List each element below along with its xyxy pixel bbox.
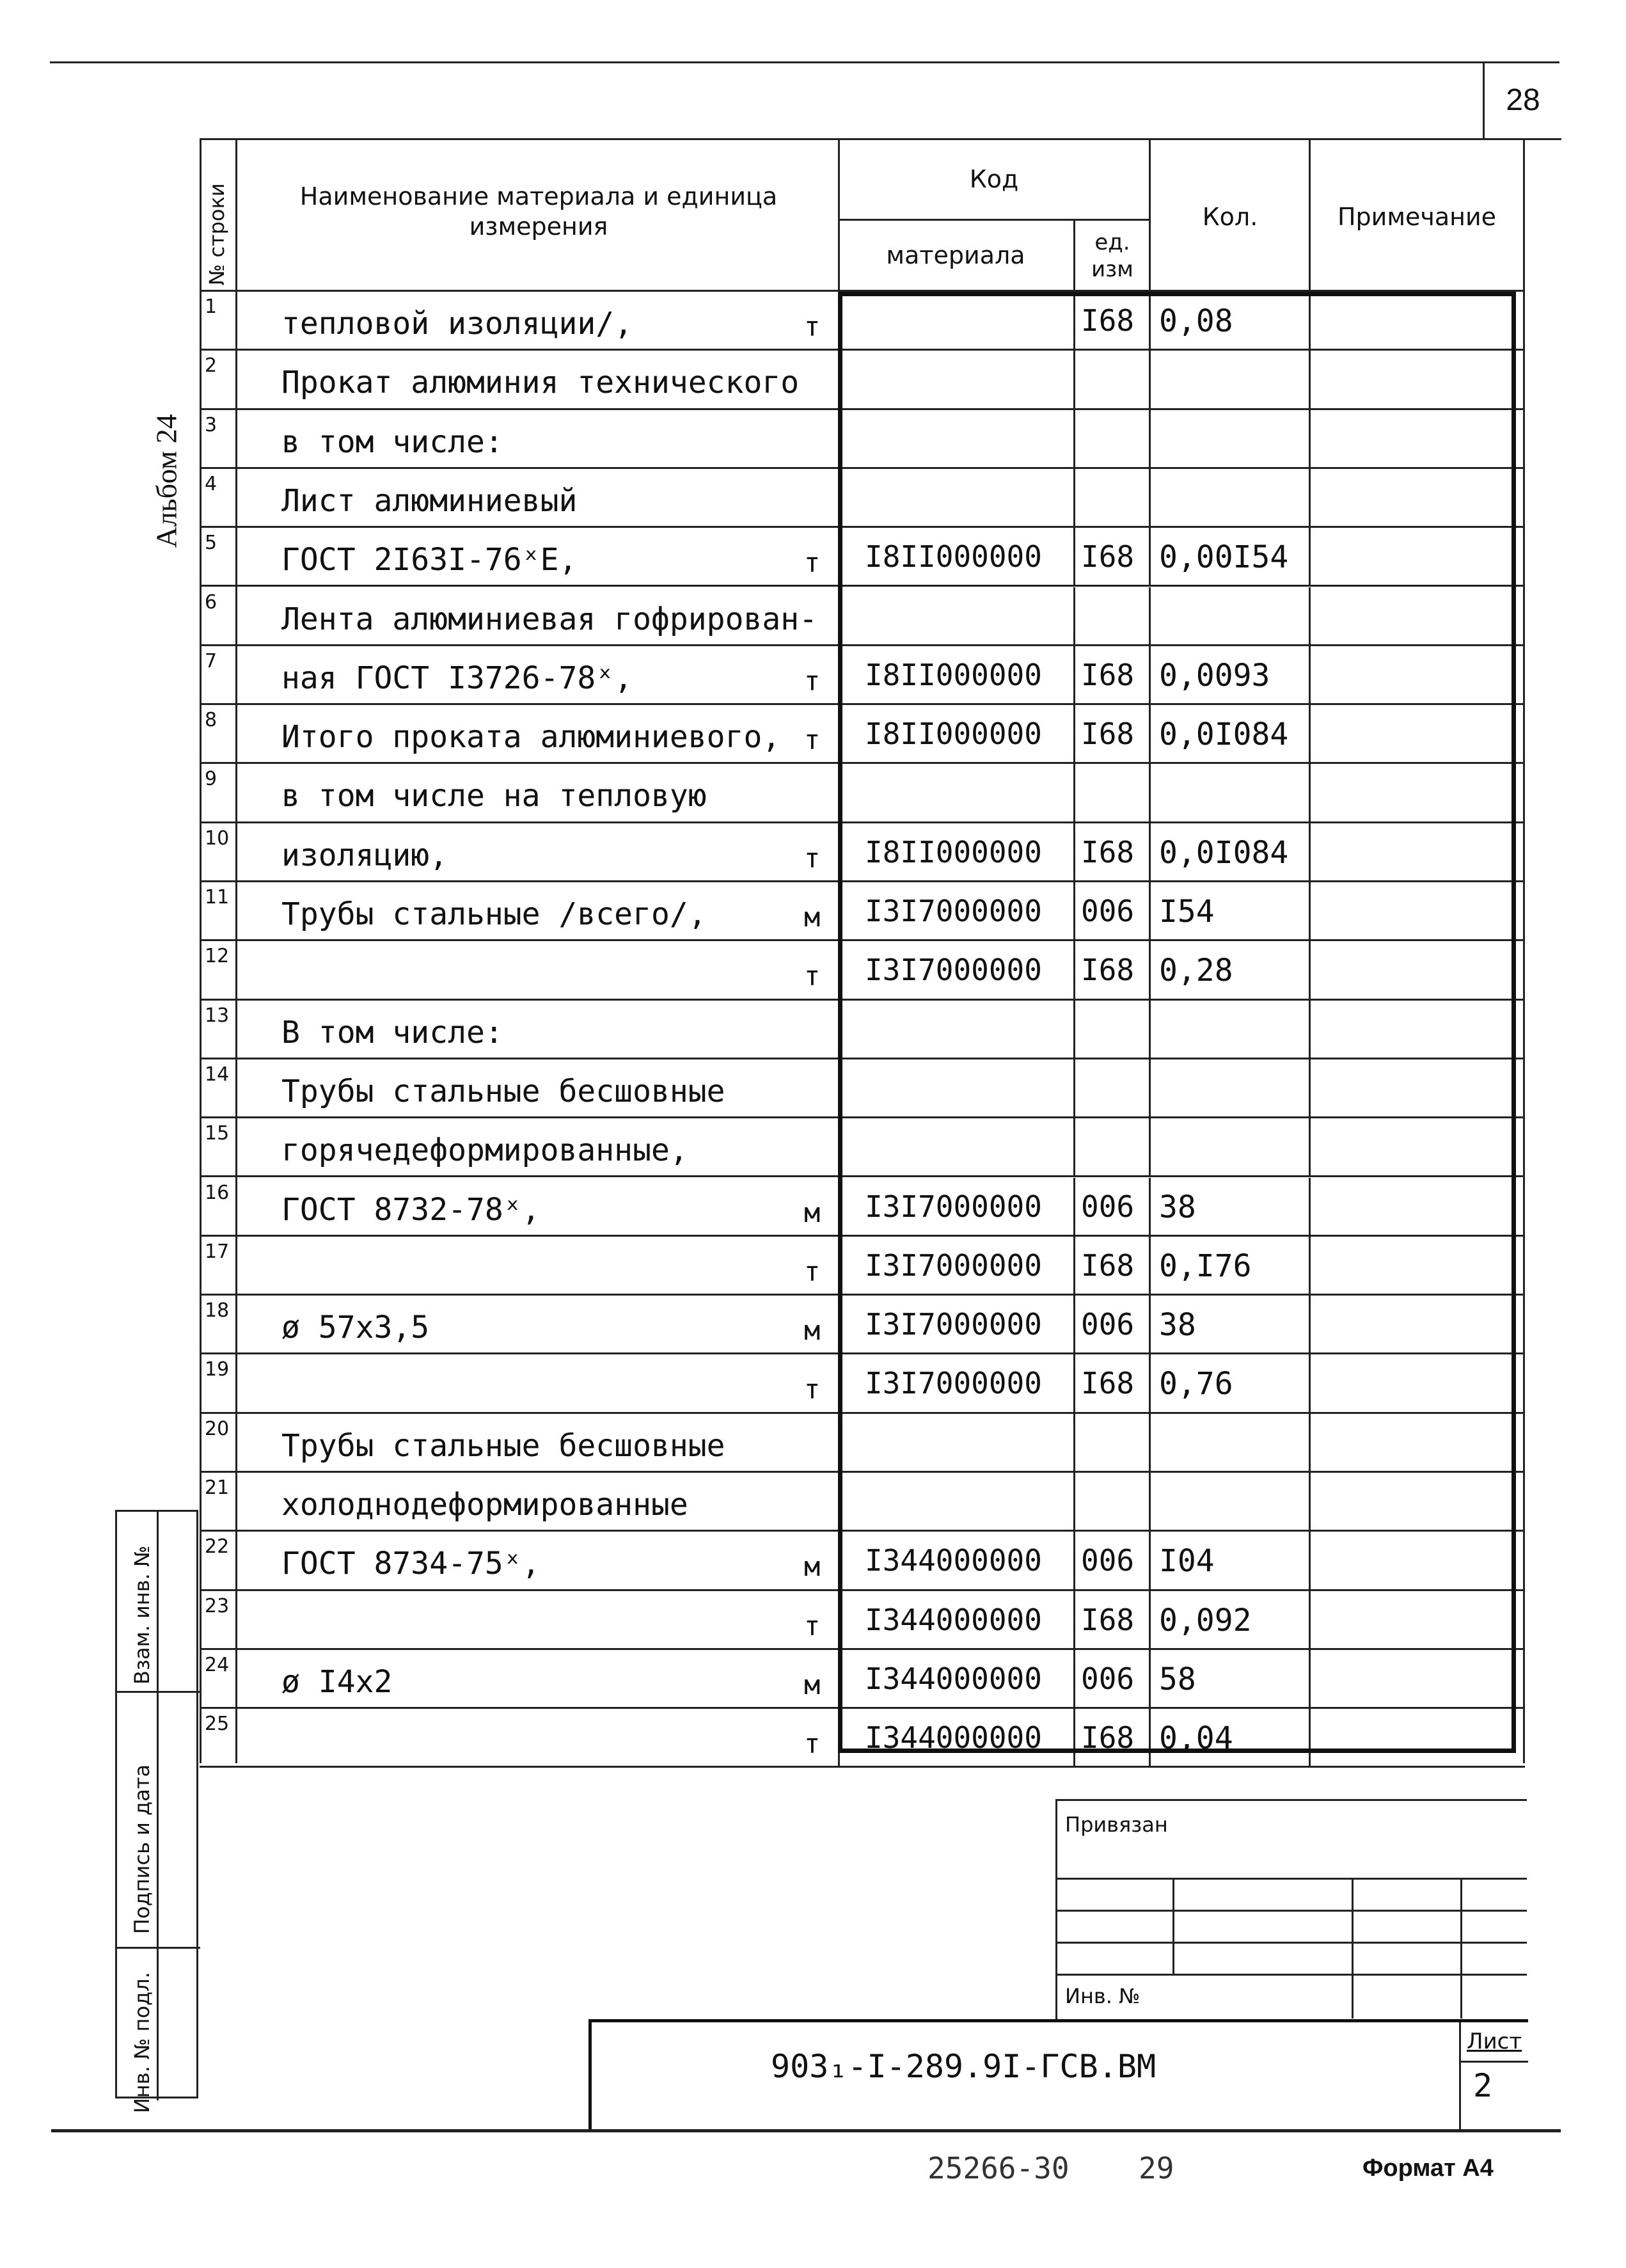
material-name: Лента алюминиевая гофрирован- <box>281 601 818 637</box>
unit-letter: т <box>804 311 821 342</box>
unit-code: 006 <box>1081 1661 1135 1696</box>
material-name: Лист алюминиевый <box>281 482 578 519</box>
footer-order-number: 25266-30 <box>927 2151 1070 2185</box>
vzam-inv-label: Взам. инв. № <box>130 1545 154 1685</box>
material-name: ø 57х3,5 <box>281 1310 430 1346</box>
unit-letter: м <box>804 1551 821 1583</box>
title-block <box>1055 1799 1527 2021</box>
material-code: I344000000 <box>865 1720 1042 1756</box>
unit-letter: т <box>804 842 821 874</box>
footer-page: 29 <box>1139 2151 1174 2185</box>
quantity: 0,I76 <box>1159 1248 1252 1284</box>
unit-letter: м <box>804 901 821 933</box>
material-code: I3I7000000 <box>865 953 1042 988</box>
row-number: 25 <box>205 1713 230 1736</box>
quantity: 0,0I084 <box>1159 717 1289 753</box>
material-name: Итого проката алюминиевого, <box>281 719 781 756</box>
material-name: ГОСТ 2I63I-76ˣЕ, <box>281 542 578 578</box>
quantity: I04 <box>1159 1543 1215 1580</box>
row-number: 10 <box>205 827 230 850</box>
quantity: 0,08 <box>1159 303 1233 339</box>
row-number: 9 <box>205 768 217 791</box>
quantity: 38 <box>1159 1307 1196 1344</box>
inv-podl-label: Инв. № подл. <box>130 1972 154 2113</box>
unit-letter: т <box>804 547 821 579</box>
quantity: 0,04 <box>1159 1720 1233 1757</box>
unit-code: 006 <box>1081 894 1135 928</box>
unit-letter: т <box>804 1610 821 1642</box>
row-number: 13 <box>205 1004 230 1027</box>
material-name: Трубы стальные бесшовные <box>281 1073 725 1109</box>
material-name: в том числе: <box>281 424 503 460</box>
unit-code: I68 <box>1081 717 1135 752</box>
material-name: тепловой изоляции/, <box>281 306 633 342</box>
row-number: 8 <box>205 709 217 732</box>
material-code: I344000000 <box>865 1661 1042 1696</box>
row-number: 12 <box>205 945 230 968</box>
row-number: 7 <box>205 649 217 672</box>
material-code: I8II000000 <box>865 539 1042 575</box>
quantity: 0,28 <box>1159 953 1233 989</box>
unit-letter: м <box>804 1669 821 1701</box>
material-name: ГОСТ 8732-78ˣ, <box>281 1191 541 1228</box>
material-code: I344000000 <box>865 1602 1042 1637</box>
material-name: Прокат алюминия технического <box>281 365 800 401</box>
quantity: 38 <box>1159 1189 1196 1225</box>
row-number: 23 <box>205 1594 230 1617</box>
unit-letter: т <box>804 960 821 992</box>
privyazan-label: Привязан <box>1065 1812 1168 1837</box>
sheet-label: Лист <box>1467 2029 1522 2054</box>
row-number: 18 <box>205 1299 230 1322</box>
header-note: Примечание <box>1337 203 1497 232</box>
material-code: I8II000000 <box>865 834 1042 869</box>
row-number: 21 <box>205 1477 230 1499</box>
row-number: 11 <box>205 886 230 908</box>
inv-no-label: Инв. № <box>1065 1984 1141 2008</box>
unit-letter: т <box>804 1728 821 1760</box>
page-number: 28 <box>1483 61 1561 140</box>
footer-format: Формат А4 <box>1362 2155 1494 2182</box>
unit-code: I68 <box>1081 953 1135 988</box>
header-code: Код <box>969 165 1019 194</box>
material-code: I3I7000000 <box>865 1366 1042 1401</box>
unit-code: 006 <box>1081 1189 1135 1224</box>
material-code: I8II000000 <box>865 717 1042 752</box>
material-code: I3I7000000 <box>865 1307 1042 1342</box>
quantity: 0,00I54 <box>1159 539 1289 576</box>
bottom-rule <box>51 2129 1561 2132</box>
quantity: 58 <box>1159 1661 1196 1697</box>
unit-code: I68 <box>1081 834 1135 869</box>
material-name: горячедеформированные, <box>281 1132 688 1169</box>
row-number: 14 <box>205 1063 230 1086</box>
unit-letter: м <box>804 1196 821 1228</box>
side-stamp <box>115 1510 198 2113</box>
material-name: Трубы стальные /всего/, <box>281 896 707 932</box>
quantity: 0,0I084 <box>1159 834 1289 871</box>
row-number: 15 <box>205 1122 230 1145</box>
quantity: 0,0093 <box>1159 657 1270 694</box>
row-number: 22 <box>205 1535 230 1558</box>
header-material-code: материала <box>886 241 1025 270</box>
unit-code: I68 <box>1081 657 1135 692</box>
unit-code: I68 <box>1081 539 1135 575</box>
unit-code: I68 <box>1081 1366 1135 1401</box>
unit-code: I68 <box>1081 303 1135 338</box>
album-label: Альбом 24 <box>150 414 183 548</box>
document-code: 903₁-I-289.9I-ГСВ.ВМ <box>771 2048 1156 2085</box>
header-unit-code: ед. изм <box>1091 229 1133 282</box>
row-number: 5 <box>205 532 217 555</box>
row-number: 20 <box>205 1417 230 1440</box>
row-number: 1 <box>205 296 217 318</box>
material-code: I3I7000000 <box>865 894 1042 928</box>
row-number: 24 <box>205 1653 230 1676</box>
material-code: I344000000 <box>865 1543 1042 1578</box>
material-name: изоляцию, <box>281 837 448 873</box>
unit-letter: т <box>804 1374 821 1406</box>
unit-code: I68 <box>1081 1602 1135 1637</box>
material-name: ная ГОСТ I3726-78ˣ, <box>281 660 633 696</box>
unit-code: 006 <box>1081 1307 1135 1342</box>
quantity: 0,092 <box>1159 1602 1252 1638</box>
material-name: ø I4х2 <box>281 1663 393 1700</box>
material-name: холоднодеформированные <box>281 1487 688 1523</box>
sheet-value: 2 <box>1473 2067 1493 2104</box>
unit-letter: т <box>804 1255 821 1287</box>
material-code: I3I7000000 <box>865 1189 1042 1224</box>
material-code: I3I7000000 <box>865 1248 1042 1283</box>
unit-code: 006 <box>1081 1543 1135 1578</box>
unit-letter: т <box>804 724 821 756</box>
row-number: 17 <box>205 1240 230 1263</box>
quantity: 0,76 <box>1159 1366 1233 1402</box>
header-row-number: № строки <box>205 183 229 285</box>
unit-code: I68 <box>1081 1720 1135 1756</box>
material-name: В том числе: <box>281 1014 503 1051</box>
row-number: 4 <box>205 472 217 495</box>
row-number: 6 <box>205 591 217 614</box>
material-name: Трубы стальные бесшовные <box>281 1427 725 1464</box>
quantity: I54 <box>1159 894 1215 930</box>
document-code-box <box>588 2019 1528 2131</box>
unit-code: I68 <box>1081 1248 1135 1283</box>
row-number: 2 <box>205 354 217 377</box>
unit-letter: м <box>804 1315 821 1347</box>
material-name: в том числе на тепловую <box>281 778 707 814</box>
material-code: I8II000000 <box>865 657 1042 692</box>
row-number: 3 <box>205 413 217 436</box>
material-name: ГОСТ 8734-75ˣ, <box>281 1546 541 1582</box>
unit-letter: т <box>804 665 821 697</box>
row-number: 19 <box>205 1358 230 1381</box>
row-number: 16 <box>205 1181 230 1204</box>
header-quantity: Кол. <box>1202 203 1258 232</box>
data-highlight-frame <box>838 292 1516 1756</box>
header-name: Наименование материала и единица измерения <box>299 182 778 241</box>
podpis-data-label: Подпись и дата <box>130 1764 154 1934</box>
